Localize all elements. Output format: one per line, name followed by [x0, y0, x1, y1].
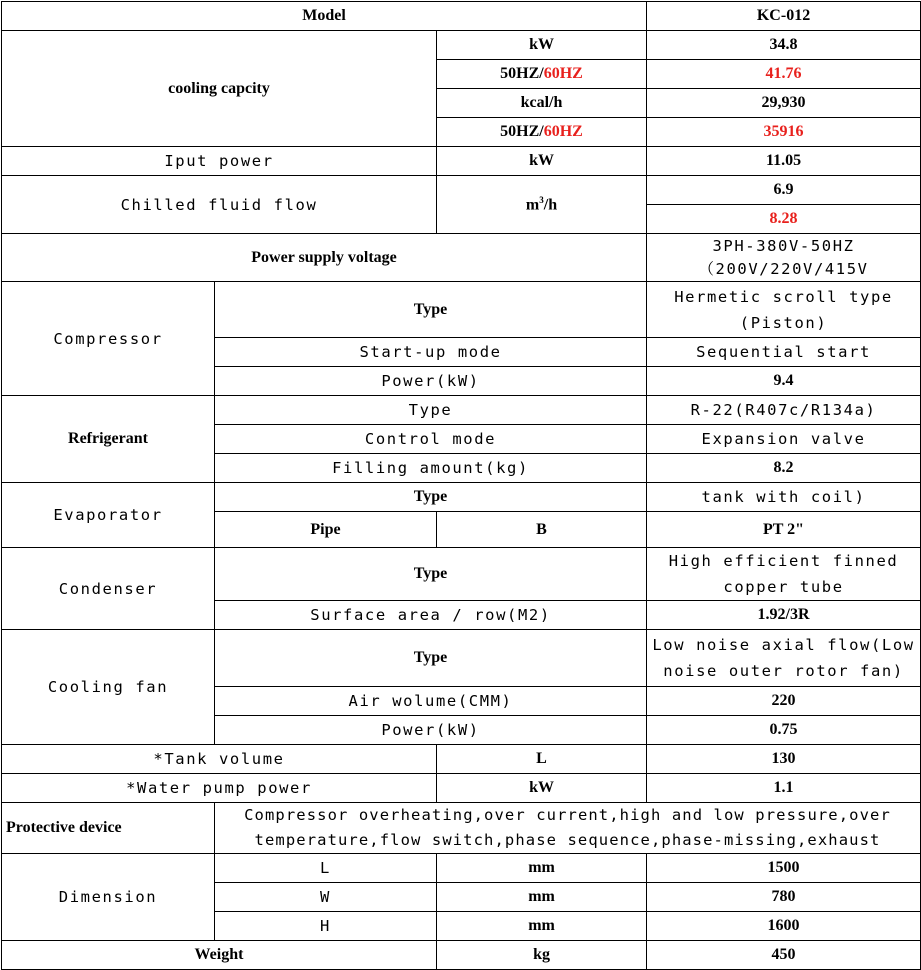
- row-chilled-flow: [2, 176, 921, 205]
- pump-unit: kW: [437, 774, 647, 803]
- power-supply-line2: （200V/220V/415V: [698, 259, 869, 278]
- refrigerant-type-value: R-22(R407c/R134a): [647, 396, 921, 425]
- refrigerant-control-label: Control mode: [215, 425, 647, 454]
- tank-unit: L: [437, 745, 647, 774]
- input-power-value: 11.05: [647, 147, 921, 176]
- compressor-startup-value: Sequential start: [647, 338, 921, 367]
- hz1-base: 50HZ/: [500, 65, 544, 82]
- compressor-startup-label: Start-up mode: [215, 338, 647, 367]
- row-tank: [2, 745, 921, 774]
- evaporator-type-value: tank with coil): [647, 483, 921, 512]
- condenser-type-label: Type: [215, 548, 647, 601]
- compressor-power-value: 9.4: [647, 367, 921, 396]
- cooling-hz1-unit: [437, 60, 647, 89]
- flow-unit-tail: /h: [543, 196, 558, 214]
- fan-power-label: Power(kW): [215, 716, 647, 745]
- row-model: [2, 2, 921, 31]
- row-dimension-l: [2, 854, 921, 883]
- cooling-kcal-value: 29,930: [647, 89, 921, 118]
- power-supply-label: Power supply voltage: [2, 234, 647, 282]
- compressor-label: Compressor: [2, 282, 215, 396]
- protective-label: Protective device: [2, 803, 215, 854]
- fan-air-label: Air wolume(CMM): [215, 687, 647, 716]
- cooling-kcal-unit: kcal/h: [437, 89, 647, 118]
- model-value: KC-012: [647, 2, 921, 31]
- cooling-hz2-value: 35916: [647, 118, 921, 147]
- cooling-hz1-value: 41.76: [647, 60, 921, 89]
- condenser-surface-value: 1.92/3R: [647, 601, 921, 630]
- compressor-type-value: Hermetic scroll type (Piston): [647, 282, 921, 338]
- flow-unit-sup: 3: [539, 194, 544, 205]
- flow-unit-base: m: [525, 196, 540, 214]
- evaporator-pipe-unit: B: [437, 512, 647, 548]
- dimension-w-label: W: [215, 883, 437, 912]
- hz1-red: 60HZ: [543, 65, 583, 82]
- dimension-l-value: 1500: [647, 854, 921, 883]
- cooling-kw-value: 34.8: [647, 31, 921, 60]
- cooling-capacity-label: cooling capcity: [2, 31, 437, 147]
- chilled-flow-value: 6.9: [647, 176, 921, 205]
- hz2-base: 50HZ/: [500, 123, 544, 140]
- chilled-flow-label: Chilled fluid flow: [2, 176, 437, 234]
- pump-value: 1.1: [647, 774, 921, 803]
- evaporator-label: Evaporator: [2, 483, 215, 548]
- row-condenser-type: [2, 548, 921, 601]
- cooling-kw-unit: kW: [437, 31, 647, 60]
- dimension-l-label: L: [215, 854, 437, 883]
- weight-label: Weight: [2, 941, 437, 970]
- row-input-power: [2, 147, 921, 176]
- tank-value: 130: [647, 745, 921, 774]
- tank-label: *Tank volume: [2, 745, 437, 774]
- evaporator-type-label: Type: [215, 483, 647, 512]
- refrigerant-filling-value: 8.2: [647, 454, 921, 483]
- weight-value: 450: [647, 941, 921, 970]
- refrigerant-label: Refrigerant: [2, 396, 215, 483]
- dimension-h-unit: mm: [437, 912, 647, 941]
- dimension-l-unit: mm: [437, 854, 647, 883]
- weight-unit: kg: [437, 941, 647, 970]
- dimension-w-unit: mm: [437, 883, 647, 912]
- row-power-supply: [2, 234, 921, 282]
- row-fan-type: [2, 630, 921, 687]
- power-supply-line1: 3PH-380V-50HZ: [712, 236, 855, 255]
- row-evaporator-type: [2, 483, 921, 512]
- row-cooling-kw: [2, 31, 921, 60]
- fan-air-value: 220: [647, 687, 921, 716]
- row-protective: [2, 803, 921, 854]
- pump-label: *Water pump power: [2, 774, 437, 803]
- input-power-unit: kW: [437, 147, 647, 176]
- hz2-red: 60HZ: [543, 123, 583, 140]
- condenser-surface-label: Surface area / row(M2): [215, 601, 647, 630]
- cooling-fan-label: Cooling fan: [2, 630, 215, 745]
- compressor-power-label: Power(kW): [215, 367, 647, 396]
- input-power-label: Iput power: [2, 147, 437, 176]
- dimension-h-label: H: [215, 912, 437, 941]
- refrigerant-filling-label: Filling amount(kg): [215, 454, 647, 483]
- row-refrigerant-type: [2, 396, 921, 425]
- dimension-w-value: 780: [647, 883, 921, 912]
- spec-table: [1, 1, 921, 970]
- chilled-flow-value-60hz: 8.28: [647, 205, 921, 234]
- condenser-label: Condenser: [2, 548, 215, 630]
- refrigerant-control-value: Expansion valve: [647, 425, 921, 454]
- refrigerant-type-label: Type: [215, 396, 647, 425]
- protective-value: Compressor overheating,over current,high and low pressure,over temperature,flow switch,phase sequence,phase-missing,exhaust: [215, 803, 921, 854]
- dimension-label: Dimension: [2, 854, 215, 941]
- model-label: Model: [2, 2, 647, 31]
- fan-power-value: 0.75: [647, 716, 921, 745]
- row-weight: [2, 941, 921, 970]
- dimension-h-value: 1600: [647, 912, 921, 941]
- power-supply-value: [647, 234, 921, 282]
- fan-type-value: Low noise axial flow(Low noise outer rotor fan): [647, 630, 921, 687]
- compressor-type-label: Type: [215, 282, 647, 338]
- evaporator-pipe-label: Pipe: [215, 512, 437, 548]
- row-compressor-type: [2, 282, 921, 338]
- evaporator-pipe-value: PT 2": [647, 512, 921, 548]
- fan-type-label: Type: [215, 630, 647, 687]
- cooling-hz2-unit: [437, 118, 647, 147]
- row-pump: [2, 774, 921, 803]
- condenser-type-value: High efficient finned copper tube: [647, 548, 921, 601]
- chilled-flow-unit: [437, 176, 647, 234]
